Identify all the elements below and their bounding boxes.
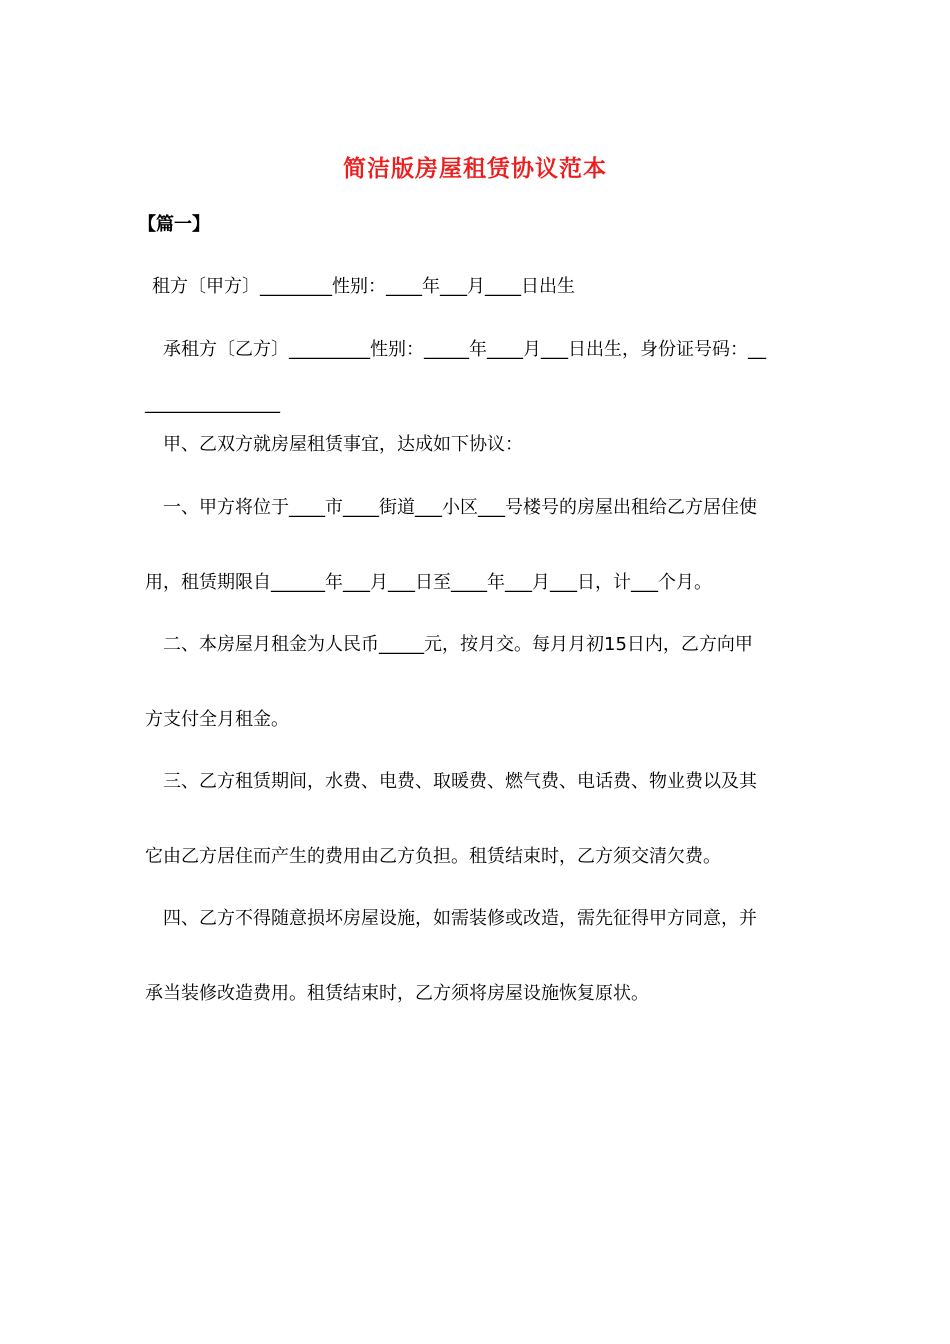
- clause-1-line-2: 用，租赁期限自______年___月___日至____年___月___日，计___个月。: [145, 572, 712, 593]
- clause-4-line-1: 四、乙方不得随意损坏房屋设施，如需装修或改造，需先征得甲方同意，并: [163, 908, 757, 929]
- intro-paragraph: 甲、乙双方就房屋租赁事宜，达成如下协议：: [163, 434, 523, 455]
- clause-2-line-1: 二、本房屋月租金为人民币_____元，按月交。每月月初15日内，乙方向甲: [163, 634, 753, 655]
- clause-4-line-2: 承当装修改造费用。租赁结束时，乙方须将房屋设施恢复原状。: [145, 983, 649, 1004]
- clause-1-line-1: 一、甲方将位于____市____街道___小区___号楼号的房屋出租给乙方居住使: [163, 497, 757, 518]
- clause-2-line-2: 方支付全月租金。: [145, 709, 289, 730]
- section-label: 【篇一】: [138, 214, 210, 235]
- lessee-line: 承租方〔乙方〕_________性别：_____年____月___日出生，身份证号码：__: [163, 339, 766, 360]
- clause-3-line-1: 三、乙方租赁期间，水费、电费、取暖费、燃气费、电话费、物业费以及其: [163, 771, 757, 792]
- clause-3-line-2: 它由乙方居住而产生的费用由乙方负担。租赁结束时，乙方须交清欠费。: [145, 846, 721, 867]
- document-title: 简洁版房屋租赁协议范本: [343, 155, 607, 182]
- lessor-line: 租方〔甲方〕________性别：____年___月____日出生: [152, 276, 575, 297]
- lessee-id-continuation: _______________: [145, 393, 280, 414]
